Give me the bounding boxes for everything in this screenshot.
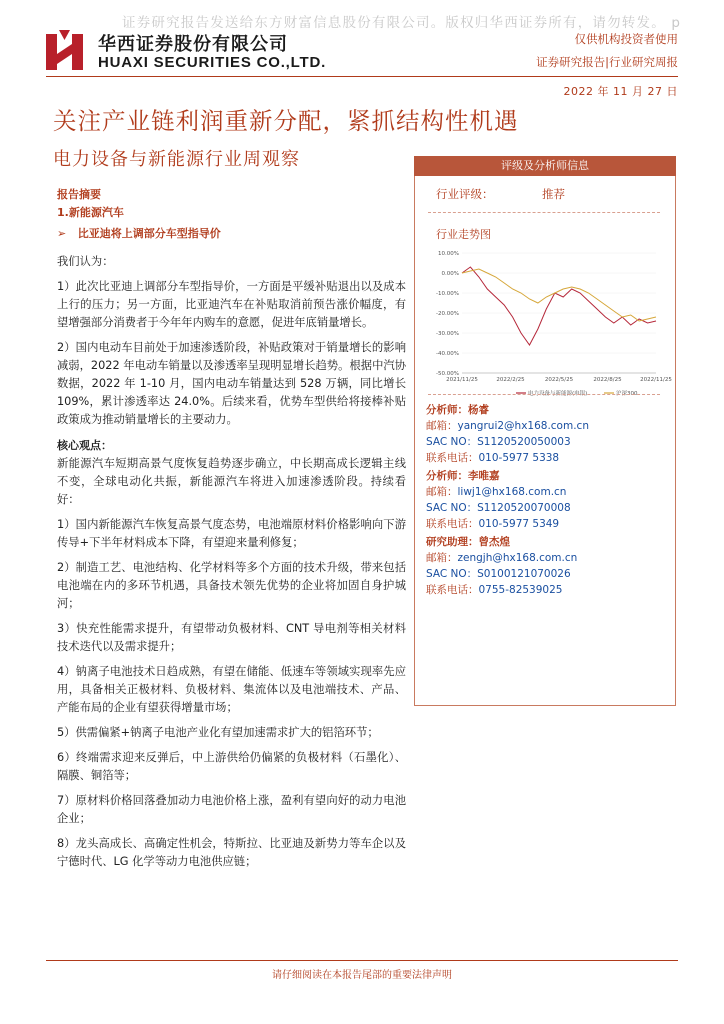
analyst-email[interactable]: zengjh@hx168.com.cn — [457, 552, 578, 564]
y-tick-label: -30.00% — [436, 331, 459, 337]
analyst-card — [426, 402, 589, 466]
core-point: 5）供需偏紧+钠离子电池产业化有望加速需求扩大的铝箔环节； — [57, 726, 379, 739]
analyst-sac: SAC NO：S1120520070008 — [426, 502, 571, 514]
legend-label: 沪深300 — [616, 391, 638, 397]
x-tick-label: 2022/11/25 — [640, 377, 672, 383]
x-tick-label: 2022/8/25 — [593, 377, 622, 383]
phone-label: 联系电话： — [426, 518, 479, 530]
core-point: 4）钠离子电池技术日趋成熟，有望在储能、低速车等领域实现率先应用，具备相关正极材料、负极材料、集流体以及电池端技术、产品、产能布局的企业有望获得增量市场； — [57, 665, 406, 714]
phone-label: 联系电话： — [426, 452, 479, 464]
core-point: 1）国内新能源汽车恢复高景气度态势，电池端原材料价格影响向下游传导+下半年材料成本下降，有望迎来量利修复； — [57, 518, 406, 549]
email-label: 邮箱： — [426, 486, 458, 498]
y-tick-label: -20.00% — [436, 311, 459, 317]
trend-chart — [424, 245, 672, 405]
y-tick-label: 0.00% — [441, 271, 459, 277]
x-tick-label: 2022/2/25 — [496, 377, 525, 383]
subsection-title — [57, 225, 406, 243]
footer-disclaimer: 请仔细阅读在本报告尾部的重要法律声明 — [272, 970, 452, 981]
intro-text: 我们认为： — [57, 255, 114, 268]
analyst-phone: 0755-82539025 — [478, 584, 563, 596]
subsection-text: 比亚迪将上调部分车型指导价 — [77, 227, 221, 240]
rating-label: 行业评级： — [436, 187, 494, 201]
analyst-name: 分析师：李唯嘉 — [426, 470, 500, 482]
paragraph: 1）此次比亚迪上调部分车型指导价，一方面是平缓补贴退出以及成本上行的压力；另一方面，比亚迪汽车在补贴取消前预告涨价幅度，有望增强部分消费者于今年年内购车的意愿，促进年底销量增长。 — [57, 280, 406, 329]
trend-label: 行业走势图 — [436, 228, 491, 241]
footer-divider — [46, 960, 678, 961]
y-tick-label: -50.00% — [436, 371, 459, 377]
core-point: 3）快充性能需求提升，有望带动负极材料、CNT 导电剂等相关材料技术迭代以及需求提升； — [57, 622, 406, 653]
series-line — [462, 267, 656, 345]
audience-note: 仅供机构投资者使用 — [574, 32, 678, 46]
analyst-name: 研究助理：曾杰煌 — [426, 536, 510, 548]
company-name-en: HUAXI SECURITIES CO.,LTD. — [98, 54, 327, 71]
report-subtitle: 电力设备与新能源行业周观察 — [53, 149, 300, 170]
email-label: 邮箱： — [426, 552, 458, 564]
analyst-phone: 010-5977 5338 — [478, 452, 560, 464]
report-date: 2022 年 11 月 27 日 — [563, 85, 678, 98]
report-type: 证券研究报告|行业研究周报 — [536, 55, 678, 69]
section-title: 1.新能源汽车 — [57, 206, 124, 219]
legend-label: 电力设备与新能源(申银) — [528, 391, 588, 397]
y-tick-label: -40.00% — [436, 351, 459, 357]
core-point: 7）原材料价格回落叠加动力电池价格上涨，盈利有望向好的动力电池企业； — [57, 794, 406, 825]
y-tick-label: -10.00% — [436, 291, 459, 297]
x-tick-label: 2021/11/25 — [446, 377, 478, 383]
core-point: 2）制造工艺、电池结构、化学材料等多个方面的技术升级，带来包括电池端在内的多环节机遇，具备技术领先优势的企业将加固自身护城河； — [57, 561, 406, 610]
sidebar-divider — [428, 212, 660, 213]
summary-heading: 报告摘要 — [57, 188, 101, 201]
company-name-cn: 华西证券股份有限公司 — [98, 34, 288, 55]
analyst-name: 分析师：杨睿 — [426, 404, 489, 416]
rating-value: 推荐 — [542, 187, 565, 201]
analyst-card — [426, 534, 577, 598]
analyst-card — [426, 468, 571, 532]
report-title: 关注产业链利润重新分配，紧抓结构性机遇 — [53, 107, 519, 135]
y-tick-label: 10.00% — [438, 251, 459, 257]
paragraph: 2）国内电动车目前处于加速渗透阶段，补贴政策对于销量增长的影响减弱，2022 年电动车销量以及渗透率呈现明显增长趋势。根据中汽协数据，2022 年 1-10 月，国内电动车销量达到 528 万辆，同比增长 109%，累计渗透率达 24.0%。后续来看，优势车型供给将接棒补贴政策成为推动销量增长的主要动力。 — [57, 341, 406, 426]
email-label: 邮箱： — [426, 420, 458, 432]
header-divider — [46, 76, 678, 77]
phone-label: 联系电话： — [426, 584, 479, 596]
analyst-email[interactable]: yangrui2@hx168.com.cn — [457, 420, 589, 432]
sidebar-header: 评级及分析师信息 — [414, 156, 676, 176]
core-point: 6）终端需求迎来反弹后，中上游供给仍偏紧的负极材料（石墨化）、隔膜、铜箔等； — [57, 751, 406, 782]
analyst-sac: SAC NO：S1120520050003 — [426, 436, 571, 448]
summary-section — [57, 186, 406, 871]
core-intro: 新能源汽车短期高景气度恢复趋势逐步确立，中长期高成长逻辑主线不变，全球电动化共振，新能源汽车将进入加速渗透阶段。持续看好： — [57, 457, 406, 506]
sidebar-divider — [428, 394, 660, 395]
core-heading: 核心观点： — [57, 439, 112, 452]
x-tick-label: 2022/5/25 — [544, 377, 574, 383]
company-logo — [46, 30, 88, 70]
analyst-sac: SAC NO：S0100121070026 — [426, 568, 571, 580]
core-point: 8）龙头高成长、高确定性机会，特斯拉、比亚迪及新势力等车企以及宁德时代、LG 化学等动力电池供应链； — [57, 837, 406, 868]
analyst-phone: 010-5977 5349 — [478, 518, 560, 530]
analyst-email[interactable]: liwj1@hx168.com.cn — [457, 486, 567, 498]
watermark: 证券研究报告发送给东方财富信息股份有限公司。版权归华西证券所有，请勿转发。 p — [122, 15, 682, 31]
arrow-bullet-icon: ➢ — [57, 227, 78, 240]
